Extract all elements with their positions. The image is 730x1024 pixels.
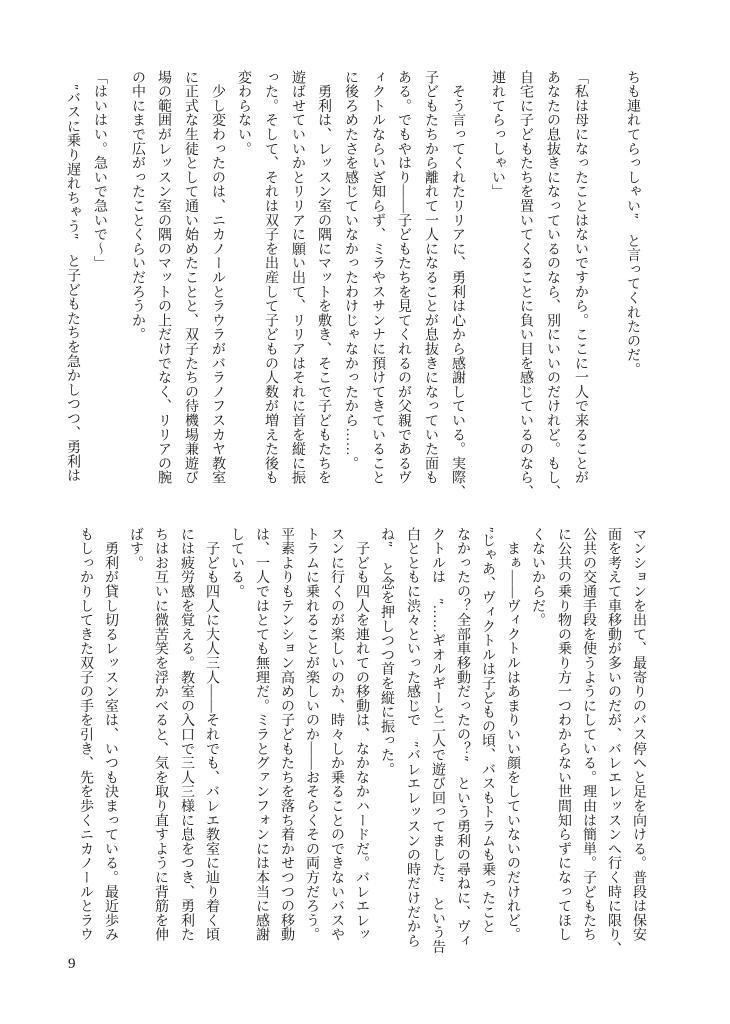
text-column: 子ども四人に大人三人――それでも、バレエ教室に辿り着く頃: [204, 527, 219, 942]
text-column: ″じゃあ、ヴィクトルは子どもの頃、バスもトラムも乗ったこと: [480, 527, 495, 934]
text-column: 「私は母になったことはないですから。ここに一人で来ることが: [573, 70, 588, 485]
text-column: 場の範囲がレッスン室の隅のマットの上だけでなく、リリアの腕: [156, 70, 171, 485]
text-column: あなたの息抜きになっているのなら、別にいいのだけれど。もし、: [545, 70, 560, 499]
text-column: くないからだ。: [530, 527, 545, 628]
text-column: 遊ばせていいかとリリアに願い出て、リリアはそれに首を縦に振: [290, 70, 305, 485]
text-column: そう言ってくれたリリアに、勇利は心から感謝している。実際、: [450, 70, 465, 499]
text-column: トラムに乗れることが楽しいのか――おそらくその両方だろう。: [304, 527, 319, 942]
text-column: クトルは ″……ギオルギーと二人で遊び回ってました″ という告: [430, 527, 445, 954]
text-column: 変わらない。: [236, 70, 251, 156]
text-column: マンションを出て、最寄りのバス停へと足を向ける。普段は保安: [631, 527, 646, 942]
text-column: の中にまで広がったことくらいだろうか。: [130, 70, 145, 342]
text-column: ある。でもやはり――子どもたちを見てくれるのが父親であるヴ: [396, 70, 411, 485]
text-column: 勇利は、レッスン室の隅にマットを敷き、そこで子どもたちを: [316, 70, 331, 485]
text-column: している。: [229, 527, 244, 599]
text-column: なかったの？全部車移動だったの？″ という勇利の尋ねに、ヴィ: [455, 527, 470, 948]
text-column: 平素よりもテンション高めの子どもたちを落ち着かせつつの移動: [279, 527, 294, 942]
text-column: 子ども四人を連れての移動は、なかなかハードだ。バレエレッ: [354, 527, 369, 942]
text-column: 子どもたちから離れて一人になることが息抜きになっていた面も: [423, 70, 438, 485]
text-column: 「はいはい。急いで急いで〜」: [92, 70, 107, 271]
text-column: ″バスに乗り遅れちゃう″ と子どもたちを急かしつつ、勇利は: [65, 70, 80, 483]
text-column: スンに行くのが楽しいのか、時々しか乗ることのできないバスや: [329, 527, 344, 942]
page-number: 9: [68, 956, 76, 972]
text-column: った。そして、それは双子を出産して子どもの人数が増えた後も: [263, 70, 278, 485]
text-column: に正式な生徒として通い始めたことと、双子たちの待機場兼遊び: [183, 70, 198, 485]
text-column: ちはお互いに微苦笑を浮かべると、気を取り直すように背筋を伸: [153, 527, 168, 942]
text-column: もしっかりしてきた双子の手を引き、先を歩くニカノールとラウ: [78, 527, 93, 942]
text-column: 少し変わったのは、ニカノールとラウラがバラノフスカヤ教室: [210, 70, 225, 485]
text-column: ちも連れてらっしゃい″ と言ってくれたのだ。: [625, 70, 640, 377]
text-column: に公共の乗り物の乗り方一つわからない世間知らずになってほし: [556, 527, 571, 942]
text-column: ね″ と念を押しつつ首を縦に振った。: [379, 527, 394, 777]
text-column: 面を考えて車移動が多いのだが、バレエレッスンへ行く時に限り、: [606, 527, 621, 956]
text-column: は、一人ではとても無理だ。ミラとグァンフォンには本当に感謝: [254, 527, 269, 942]
text-column: 白とともに渋々といった感じで ″バレエレッスンの時だけだから: [405, 527, 420, 948]
text-column: 連れてらっしゃい」: [490, 70, 505, 199]
text-column: ィクトルならいざ知らず、ミラやスサンナに預けてきていること: [370, 70, 385, 485]
text-column: ばす。: [128, 527, 143, 570]
text-column: まぁ――ヴィクトルはあまりいい顔をしていないのだけれど。: [505, 527, 520, 942]
text-column: に後ろめたさを感じていなかったわけじゃなかったから……。: [343, 70, 358, 471]
text-column: 勇利が貸し切るレッスン室は、いつも決まっている。最近歩み: [103, 527, 118, 942]
text-column: 公共の交通手段を使うようにしている。理由は簡単。子どもたち: [581, 527, 596, 942]
text-column: 自宅に子どもたちを置いてくることに負い目を感じているのなら、: [518, 70, 533, 499]
text-column: には疲労感を覚える。教室の入口で三人三様に息をつき、勇利た: [179, 527, 194, 942]
